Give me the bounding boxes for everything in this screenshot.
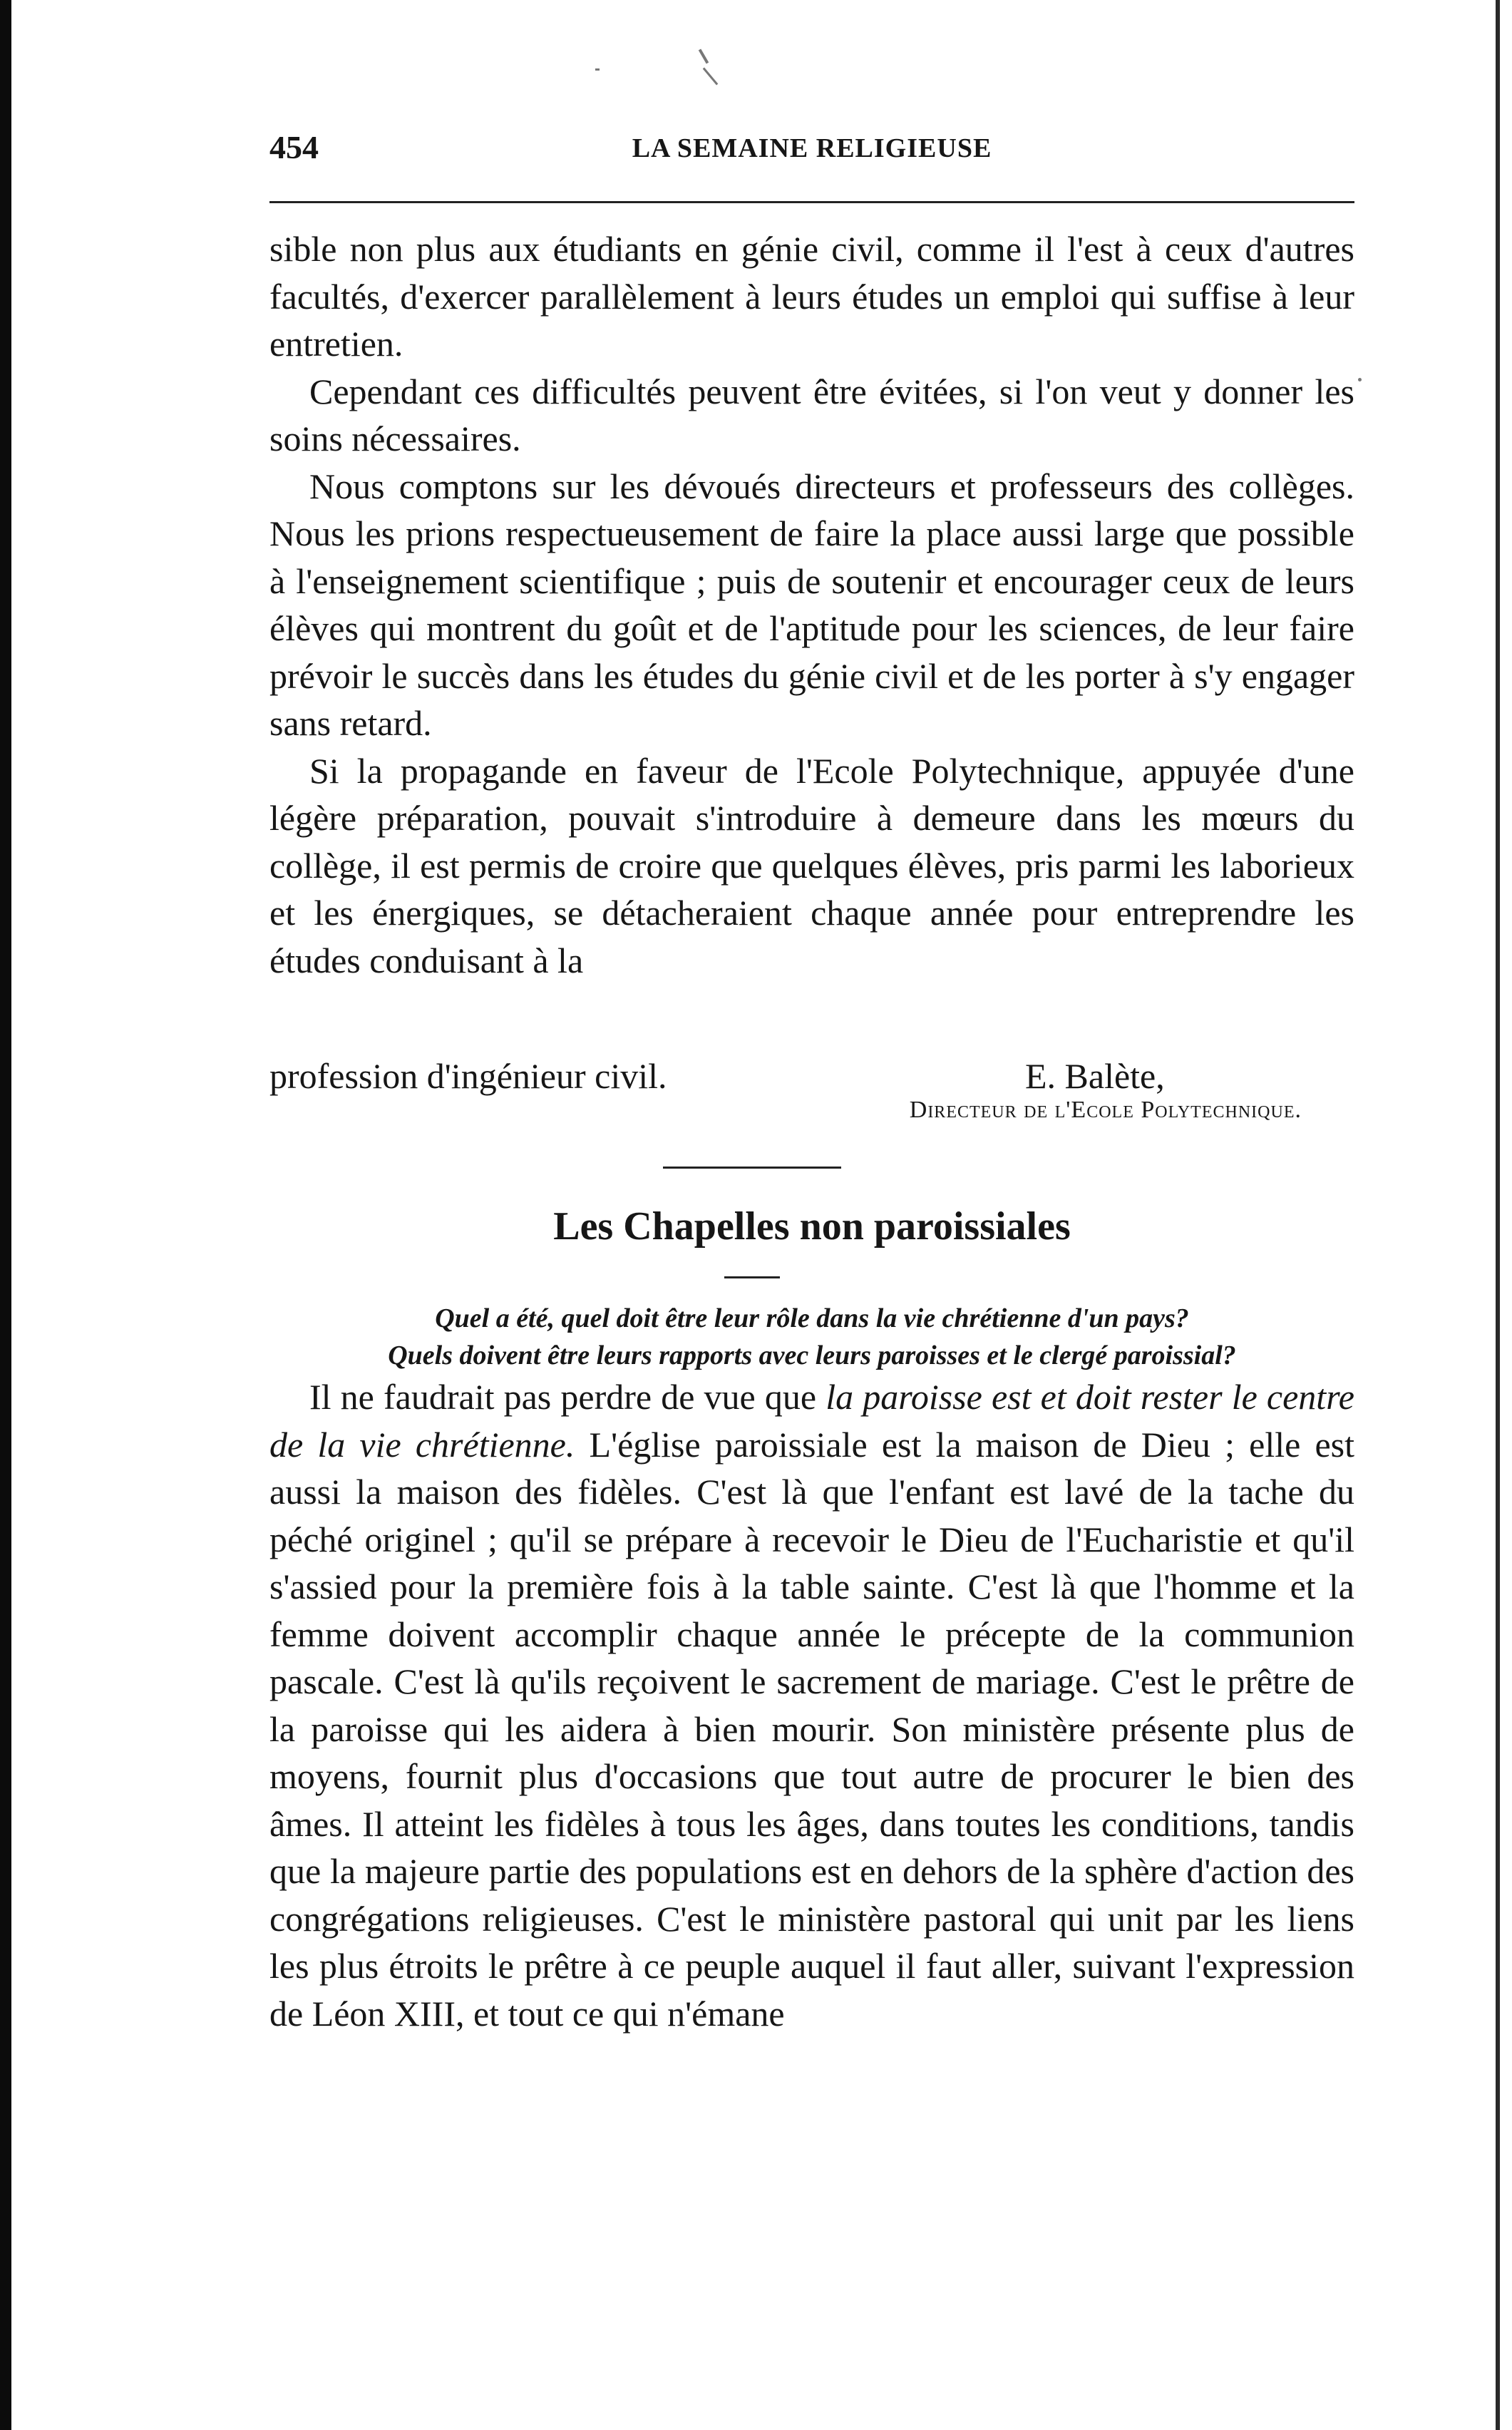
body-text: L'église paroissiale est la maison de Dieu ; elle est aussi la maison des fidèles. C'est là que l'enfant est lavé de la tache du péché originel ; qu'il se prépare à recevoir le Dieu de l'Eucharistie et qu'il s'assied pour la première fois à la table sainte. C'est là que l'homme et la femme doivent accomplir chaque année le précepte de la communion pascale. C'est là qu'ils reçoivent le sacrement de mariage. C'est le prêtre de la paroisse qui les aidera à bien mourir. Son ministère présente plus de moyens, fournit plus d'occasions que tout autre de procurer le bien des âmes. Il atteint les fidèles à tous les âges, dans toutes les conditions, tandis que la majeure partie des populations est en dehors de la sphère d'action des congrégations religieuses. C'est le ministère pastoral qui unit par les liens les plus étroits le prêtre à ce peuple auquel il faut aller, suivant l'expression de Léon XIII, et tout ce qui n'émane <box>269 1424 1355 2034</box>
body-intro: Il ne faudrait pas perdre de vue que <box>309 1377 817 1417</box>
scan-speck <box>703 68 719 86</box>
article-subtitle: Quels doivent être leurs rapports avec leurs paroisses et le clergé paroissial? <box>388 1340 1236 1370</box>
closing-text: profession d'ingénieur civil. <box>269 1056 667 1096</box>
page-number: 454 <box>269 129 319 165</box>
section-separator <box>663 1167 841 1169</box>
scan-left-border <box>0 0 11 2430</box>
title-dash <box>724 1276 780 1278</box>
paragraph <box>269 1373 1354 2037</box>
paragraph: Si la propagande en faveur de l'Ecole Polytechnique, appuyée d'une légère préparation, pouvait s'introduire à demeure dans les mœurs du collège, il est permis de croire que quelques élèves, pris parmi les laborieux et les énergiques, se détacheraient chaque année pour entreprendre les études conduisant à la <box>269 750 1354 980</box>
scan-speck <box>1358 378 1362 381</box>
author-title: Directeur de l'Ecole Polytechnique. <box>909 1097 1302 1123</box>
article-subtitle: Quel a été, quel doit être leur rôle dans la vie chrétienne d'un pays? <box>435 1303 1189 1333</box>
paragraph: Cependant ces difficultés peuvent être évitées, si l'on veut y donner les soins nécessaires. <box>269 371 1354 458</box>
running-title: LA SEMAINE RELIGIEUSE <box>632 133 992 163</box>
author-signature: E. Balète, <box>1025 1056 1165 1096</box>
article-title: Les Chapelles non paroissiales <box>553 1204 1071 1249</box>
page-header <box>269 128 1354 185</box>
second-article-body <box>269 1373 1354 2037</box>
header-rule <box>269 201 1354 203</box>
scan-speck <box>595 68 600 71</box>
first-article-body <box>269 225 1354 984</box>
paragraph: sible non plus aux étudiants en génie civil, comme il l'est à ceux d'autres facultés, d'exercer parallèlement à leurs études un emploi qui suffise à leur entretien. <box>269 229 1354 364</box>
scan-speck <box>699 48 709 63</box>
paragraph: Nous comptons sur les dévoués directeurs et professeurs des collèges. Nous les prions respectueusement de faire la place aussi large que possible à l'enseignement scientifique ; puis de soutenir et encourager ceux de leurs élèves qui montrent du goût et de l'aptitude pour les sciences, de leur faire prévoir le succès dans les études du génie civil et de les porter à s'y engager sans retard. <box>269 466 1354 743</box>
scan-right-border <box>1496 0 1500 2430</box>
body-emphasis: la paroisse est et doit rester le centre de la vie chrétienne. <box>269 1377 1354 1465</box>
